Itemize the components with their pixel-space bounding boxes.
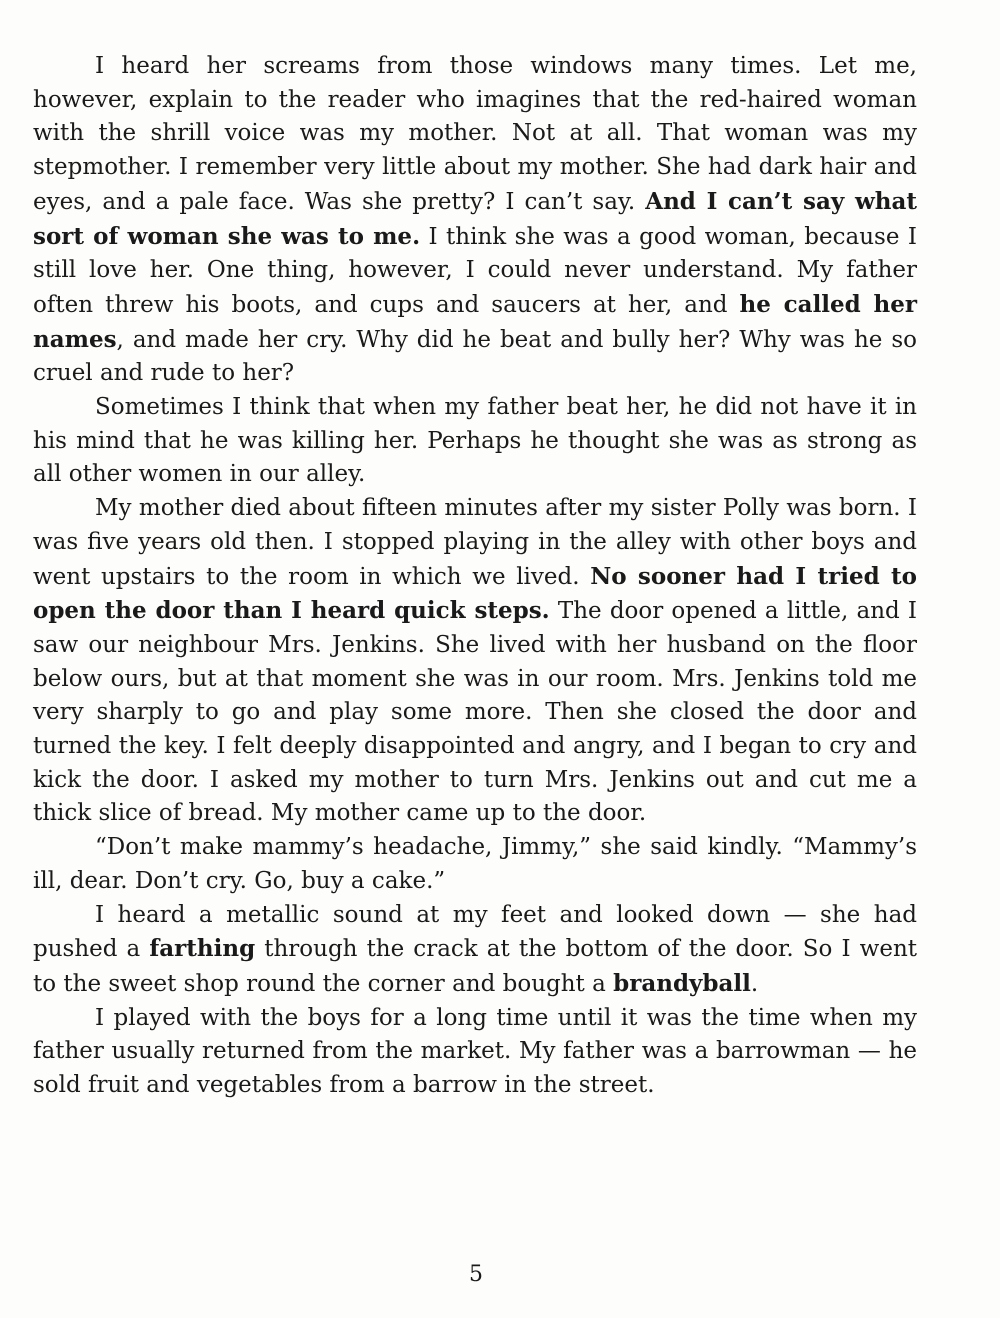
- paragraph-6: [33, 1002, 917, 1103]
- page-number: 5: [469, 1262, 483, 1287]
- text-run: I heard her screams from those windows many times. Let me, however, explain to the reader who imagines that the red-haired woman with the shrill voice was my mother. Not at all. That woman was my stepmother. I remember very little about my mother. She had dark hair and eyes, and a pale face. Was she pretty? I can’t say.: [33, 53, 917, 215]
- body-text: [33, 50, 917, 1103]
- text-run: I heard a metallic sound at my feet and looked down — she had pushed a: [33, 901, 917, 963]
- paragraph-5: [33, 899, 917, 1002]
- bold-phrase: brandyball: [613, 969, 751, 997]
- text-run: The door opened a little, and I saw our neighbour Mrs. Jenkins. She lived with her husband on the floor below ours, but at that moment she was in our room. Mrs. Jenkins told me very sharply to go and play some more. Then she closed the door and turned the key. I felt deeply disappointed and angry, and I began to cry and kick the door. I asked my mother to turn Mrs. Jenkins out and cut me a thick slice of bread. My mother came up to the door.: [33, 598, 917, 827]
- text-run: through the crack at the bottom of the door. So I went to the sweet shop round the corner and bought a: [33, 936, 917, 997]
- bold-phrase: he called her names: [33, 290, 917, 353]
- bold-phrase: No sooner had I tried to open the door than I heard quick steps.: [33, 562, 917, 625]
- text-run: “Don’t make mammy’s headache, Jimmy,” she said kindly. “Mammy’s ill, dear. Don’t cry. Go, buy a cake.”: [33, 834, 917, 894]
- paragraph-1: [33, 50, 917, 391]
- text-run: , and made her cry. Why did he beat and bully her? Why was he so cruel and rude to her?: [33, 326, 917, 387]
- text-run: I think she was a good woman, because I still love her. One thing, however, I could never understand. My father often threw his boots, and cups and saucers at her, and: [33, 223, 917, 318]
- text-run: I played with the boys for a long time until it was the time when my father usually returned from the market. My father was a barrowman — he sold fruit and vegetables from a barrow in the street.: [33, 1004, 917, 1099]
- paragraph-4: [33, 831, 917, 898]
- text-run: My mother died about fifteen minutes after my sister Polly was born. I was five years old then. I stopped playing in the alley with other boys and went upstairs to the room in which we lived.: [33, 495, 917, 590]
- bold-phrase: And I can’t say what sort of woman she was to me.: [33, 187, 917, 250]
- text-run: Sometimes I think that when my father beat her, he did not have it in his mind that he was killing her. Perhaps he thought she was as strong as all other women in our alley.: [33, 394, 917, 488]
- paragraph-2: [33, 391, 917, 492]
- paragraph-3: [33, 492, 917, 831]
- bold-phrase: farthing: [149, 935, 256, 963]
- text-run: .: [750, 970, 759, 997]
